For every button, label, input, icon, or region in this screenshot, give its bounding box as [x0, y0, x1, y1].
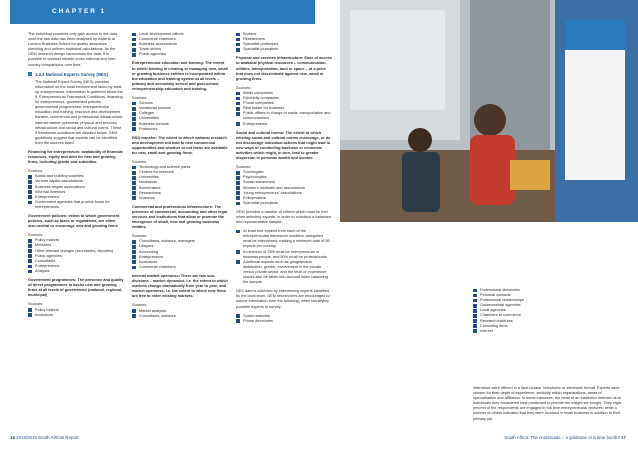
sources-label: Sources: — [132, 96, 148, 101]
list-item: Policymakers — [236, 196, 332, 201]
programme-sources-list — [28, 308, 124, 318]
column-2 — [132, 32, 228, 323]
social-sources-list — [236, 170, 332, 206]
education-sources-list — [132, 101, 228, 132]
list-item: Entrepreneurs — [28, 195, 124, 200]
nes-paragraph: The National Expert Survey (NES) provides information on the local environment faced by start-up entrepreneurs. Information is gathered about the 9. Entrepreneurial Framework Conditions, financing for entrepreneurs, government policies, governmental programmes, entrepreneurial education and training, research and development transfer, commercial and professional infrastructure, internal market openness, physical and services infrastructure and social and cultural norms. These 9 framework conditions are detailed below. GEM guidelines suggest that experts can be identified from the sources listed. — [35, 79, 124, 145]
list-item: Governmental agencies — [473, 303, 623, 308]
list-item: Policy makers — [28, 238, 124, 243]
page-number-left: 16 — [10, 435, 15, 440]
list-item: Professors — [132, 127, 228, 132]
list-item: Entrepreneurs — [28, 264, 124, 269]
sources-label: Sources: — [132, 234, 148, 239]
list-item: Professional relationships — [473, 298, 623, 303]
continued-sources-list — [132, 32, 228, 57]
list-item: Universities — [132, 175, 228, 180]
list-item: Public agencies — [132, 52, 228, 57]
list-item: Business schools — [132, 122, 228, 127]
list-item: Business angels associations — [28, 185, 124, 190]
list-item: Analysts — [28, 269, 124, 274]
list-item: Accounting — [132, 250, 228, 255]
list-item: Market analysts — [132, 309, 228, 314]
list-item: Brokers — [236, 32, 332, 37]
report-title: 2015/2016 South African Report — [16, 435, 79, 440]
list-item: Venture capital associations — [28, 179, 124, 184]
rd-sources-list — [132, 165, 228, 201]
list-item: A minimum of 25% must be entrepreneurs or business people, and 50% must be professionals. — [236, 250, 332, 260]
gov-policies-heading: Government policies: extent to which government policies, such as taxes or regulations, are either size-neutral or encourage new and growing firms — [28, 214, 120, 229]
list-item: Incubators — [28, 313, 124, 318]
list-item: Chambers of commerce — [473, 313, 623, 318]
list-item: Banks and building societies — [28, 174, 124, 179]
list-item: Commerce chambers — [132, 37, 228, 42]
list-item: Phone companies — [236, 101, 332, 106]
intro-paragraph: The individual countries only gain access to the data once the raw data has been analysed by experts at London Business School for quality assurance, checking and uniform statistical calculations. As the GEM research design harmonises the data, it is possible to conduct reliable cross-national and inter-country comparisons over time. — [28, 32, 118, 67]
market-sources-list — [132, 309, 228, 319]
list-item: Policy makers — [28, 308, 124, 313]
list-item: Consultants, advisors, managers — [132, 239, 228, 244]
interview-paragraph: Interviews were offered in a face-to-face, telephonic or electronic format. Experts were chosen for their depth of experience, seniority within organisations, areas of specialisation and affiliation. In some instances, the head of an institution referred us to individuals they considered best positioned to provide the insight we sought. They eight percent of the respondents are engaged in full-time entrepreneurial ventures, while a number of others indicated that they were involved in small business in addition to their primary job. — [473, 386, 622, 421]
chapter-label: CHAPTER 1 — [52, 8, 107, 15]
list-item: Informal investors — [28, 190, 124, 195]
list-item: Consultants, advisors — [132, 314, 228, 319]
list-item: Young entrepreneurs' associations — [236, 191, 332, 196]
sources-label: Sources: — [132, 160, 148, 165]
list-item: Psychologists — [236, 175, 332, 180]
column-3 — [236, 32, 332, 328]
list-item: Public offices in charge of roads, transportation and communication — [236, 111, 332, 121]
list-item: At least four experts from each of the entrepreneurial framework condition categories must be interviewed, making a minimum total of 36 experts per country. — [236, 229, 332, 249]
list-item: Water companies — [236, 91, 332, 96]
list-item: Other relevant charges (secretaries, deputies) — [28, 249, 124, 254]
list-item: Specialist professors — [236, 42, 332, 47]
nes-data-paragraph: NES data is collected by interviewing experts identified by the local team. GEM researchers are encouraged to source information from the following, when identifying possible experts to survey: — [236, 289, 330, 309]
list-item: Incubators — [132, 180, 228, 185]
list-item: Government agencies that provide funds for entrepreneurs — [28, 200, 124, 210]
sources-label: Sources: — [28, 233, 44, 238]
running-title: South Africa: The crossroads – a goldmine or a time bomb? — [504, 435, 620, 440]
sources-label: Sources: — [28, 169, 44, 174]
financing-sources-list — [28, 174, 124, 210]
list-item: Lawyers — [132, 244, 228, 249]
list-item: Consulting firms — [473, 324, 623, 329]
list-item: Social networks — [236, 314, 332, 319]
nes-heading: 1.3.2 National Experts Survey (NES) — [28, 72, 124, 77]
gov-sources-list — [28, 238, 124, 274]
list-item: Researchers — [236, 37, 332, 42]
commercial-heading: Commercial and professional infrastructure: The presence of commercial, accounting and other legal services and institutions that allow or promote the emergence of small, new and growing business entities. — [132, 204, 228, 230]
social-heading: Social and cultural norms: The extent to which existing social and cultural norms encourage, or do not discourage individual actions that might lead to new ways of conducting business or economic activities which might, in turn, lead to greater dispersion in personal wealth and income. — [236, 130, 331, 161]
column-4 — [473, 288, 623, 338]
list-item: Local development offices — [132, 32, 228, 37]
list-item: Ministries — [28, 243, 124, 248]
gov-programmes-heading: Government programmes: The presence and quality of direct programmes to assist new and growing firms at all levels of government (national, regional, municipal) — [28, 278, 124, 298]
street-scene-photo — [340, 0, 638, 222]
list-item: Incubators — [132, 260, 228, 265]
list-item: Entrepreneurs — [132, 255, 228, 260]
sources-label: Sources: — [236, 165, 252, 170]
list-item: Entrepreneurs — [236, 122, 332, 127]
list-item: Universities — [132, 116, 228, 121]
financing-heading: Financing for entrepreneurs: availability of financial resources, equity and debt for new and growing firms, including grants and subsidies. — [28, 149, 123, 165]
market-heading: Internal market openness: There are two sub-divisions – market dynamics, i.e. the extent to which markets change dramatically from year to year; and market openness, i.e. the extent to which new firms are free to enter existing markets. — [132, 273, 228, 299]
list-item: Professional directories — [473, 288, 623, 293]
square-bullet-icon — [28, 72, 32, 76]
list-item: Commerce chambers — [132, 265, 228, 270]
sources-label: Sources: — [132, 303, 148, 308]
footer-left — [10, 435, 79, 440]
list-item: Social researchers — [236, 180, 332, 185]
continued-market-list — [236, 32, 332, 52]
list-item: Accelerators — [132, 186, 228, 191]
list-item: Research institutes — [473, 319, 623, 324]
list-item: Personal contacts — [473, 293, 623, 298]
list-item: Electricity companies — [236, 96, 332, 101]
continued-sources-list-right — [473, 288, 623, 334]
sources-label: Sources: — [28, 302, 44, 307]
criteria-list — [236, 229, 332, 285]
criteria-intro: GEM provides a number of criteria which must be met when selecting experts, in order to construct a balanced and representative sample. — [236, 209, 332, 225]
footer-right — [504, 435, 626, 440]
chapter-bar — [10, 0, 315, 24]
physical-sources-list — [236, 91, 332, 127]
photo-illustration — [340, 0, 638, 222]
list-item: Specialist journalists — [236, 201, 332, 206]
list-item: Inventors — [132, 196, 228, 201]
list-item: Real estate for business — [236, 106, 332, 111]
list-item: Colleges — [132, 111, 228, 116]
column-1 — [28, 32, 124, 322]
list-item: Local agencies — [473, 308, 623, 313]
list-item: Consultants — [28, 259, 124, 264]
sources-label: Sources: — [236, 85, 252, 90]
list-item: Centres for research — [132, 170, 228, 175]
list-item: Internet — [473, 329, 623, 334]
list-item: Researchers — [132, 191, 228, 196]
list-item: Schools — [132, 101, 228, 106]
list-item: Technology and science parks — [132, 165, 228, 170]
list-item: Specialist journalists — [236, 47, 332, 52]
list-item: Additional aspects such as geographical distribution, gender, involvement in the private versus private sector, and the level of experience should also be taken into account when balancing the sample. — [236, 260, 332, 285]
list-item: Sociologists — [236, 170, 332, 175]
list-item: Vocational schools — [132, 106, 228, 111]
final-sources-list — [236, 314, 332, 324]
list-item: Trade unions — [132, 47, 228, 52]
list-item: Women's institutes and associations — [236, 186, 332, 191]
rd-heading: R&D transfer: The extent to which national research and development will lead to new commercial opportunities and whether or not these are available for new, small and growing firms. — [132, 135, 228, 155]
education-heading: Entrepreneurial education and training: The extent to which training in creating or managing new, small or growing business entities is incorporated within the education and training system at all levels – primary and secondary school and post-school entrepreneurship education and training. — [132, 61, 228, 91]
commercial-sources-list — [132, 239, 228, 270]
list-item: Phone directories — [236, 319, 332, 324]
list-item: Business associations — [132, 42, 228, 47]
page-number-right: 17 — [621, 435, 626, 440]
list-item: Public agencies — [28, 254, 124, 259]
physical-heading: Physical and services infrastructure: Ease of access to available physical resources – communication, utilities, transportation, land or space – at a price that does not discriminate against new, small or growing firms. — [236, 56, 332, 81]
